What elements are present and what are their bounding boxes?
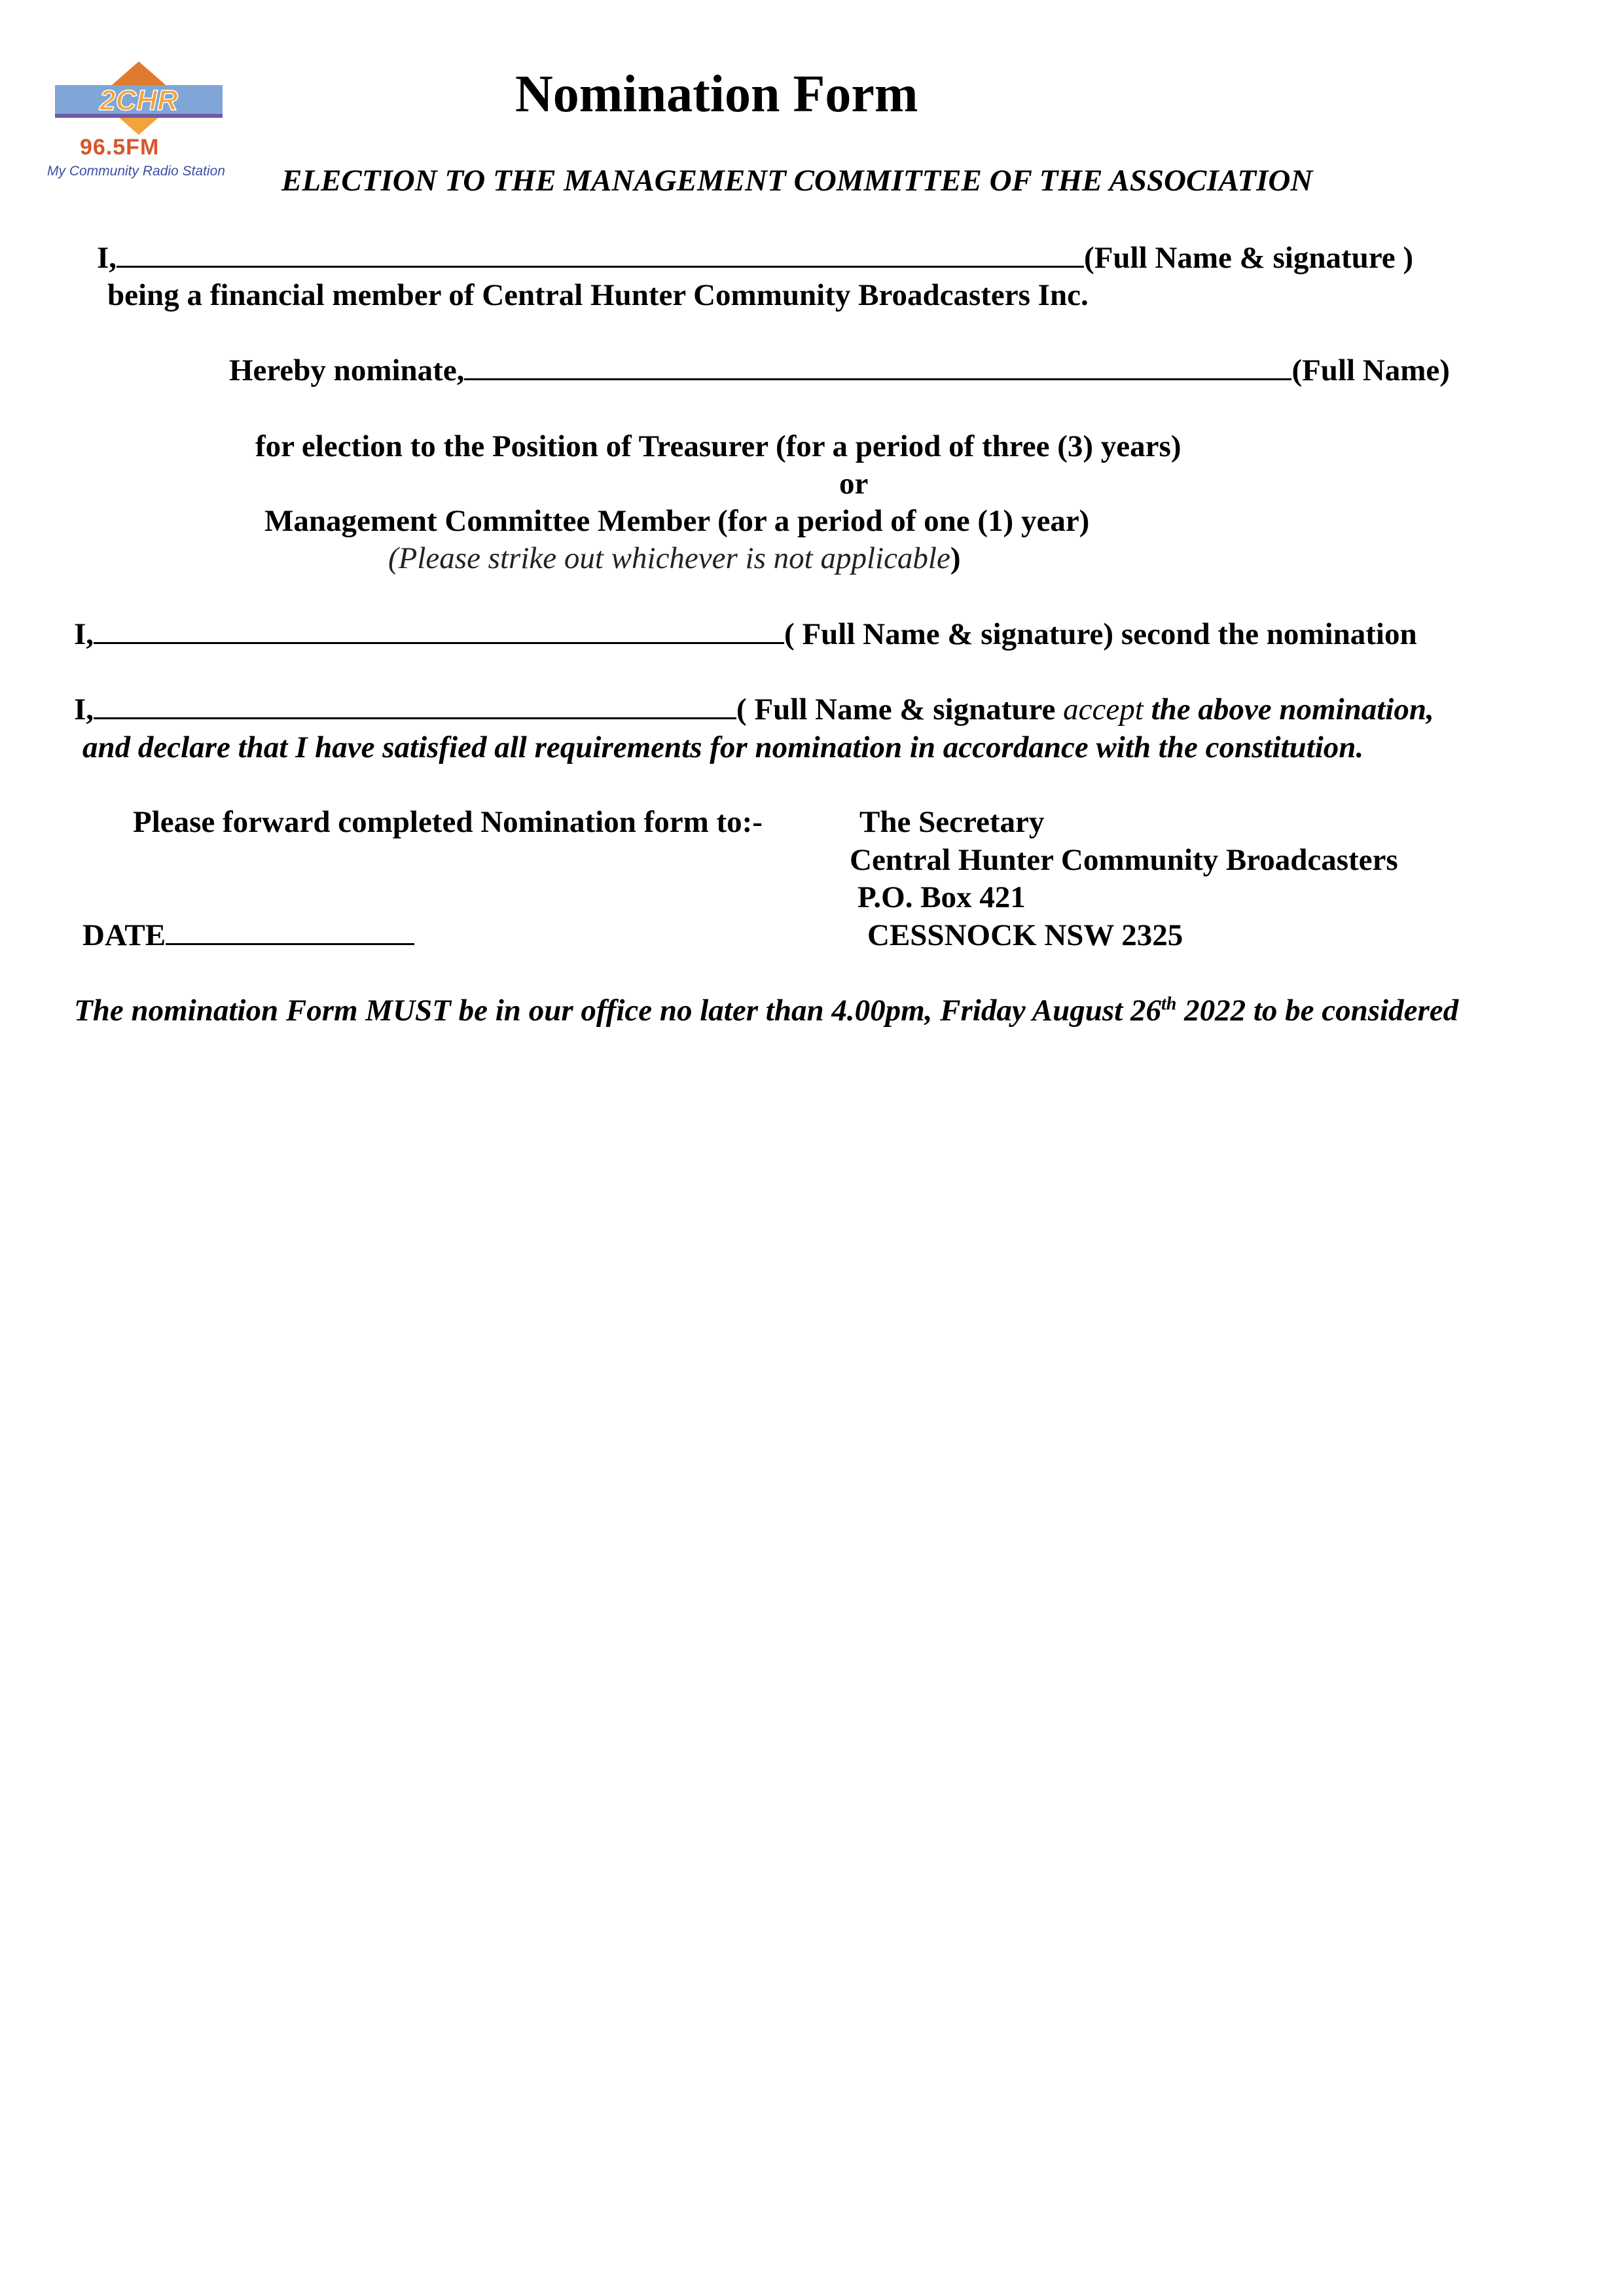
strike-note (388, 540, 961, 577)
nominator-prefix: I, (97, 241, 117, 275)
deadline-notice (74, 992, 1458, 1029)
acceptance-line (74, 691, 1434, 728)
nominator-suffix: (Full Name & signature ) (1084, 241, 1414, 275)
address-line-2: Central Hunter Community Broadcasters (850, 843, 1398, 877)
nominate-prefix: Hereby nominate, (229, 353, 465, 387)
acceptance-declaration: and declare that I have satisfied all requirements for nomination in accordance with the constitution. (82, 730, 1364, 764)
nominator-line (97, 240, 1413, 276)
seconder-name-field[interactable] (94, 616, 784, 644)
nominator-name-field[interactable] (117, 240, 1084, 268)
date-label: DATE (82, 918, 166, 952)
seconder-suffix: ( Full Name & signature) second the nomination (784, 617, 1417, 651)
nominate-suffix: (Full Name) (1291, 353, 1450, 387)
nominate-line (229, 352, 1450, 389)
logo-diamond-icon (41, 58, 276, 143)
deadline-ordinal: th (1161, 994, 1177, 1014)
forward-label: Please forward completed Nomination form to:- (133, 805, 763, 839)
acceptance-above: the above nomination, (1143, 692, 1434, 726)
position-committee-member: Management Committee Member (for a period of one (1) year) (264, 504, 1090, 538)
seconder-prefix: I, (74, 617, 94, 651)
logo-brand: 2CHR (99, 84, 178, 117)
deadline-text-end: 2022 to be considered (1176, 994, 1459, 1028)
strike-note-close: ) (950, 541, 961, 575)
nominee-signature-field[interactable] (94, 691, 736, 719)
deadline-text: The nomination Form MUST be in our office no later than 4.00pm, Friday August 26 (74, 994, 1161, 1028)
logo-tagline: My Community Radio Station (47, 164, 225, 179)
position-treasurer: for election to the Position of Treasurer (for a period of three (3) years) (255, 429, 1182, 463)
nominee-name-field[interactable] (464, 352, 1291, 380)
address-line-4: CESSNOCK NSW 2325 (867, 918, 1183, 952)
acceptance-suffix: ( Full Name & signature (736, 692, 1064, 726)
logo-frequency: 96.5FM (80, 135, 160, 160)
address-line-3: P.O. Box 421 (857, 880, 1026, 914)
page-title: Nomination Form (515, 65, 918, 123)
station-logo (41, 58, 276, 188)
acceptance-prefix: I, (74, 692, 94, 726)
acceptance-accept: accept (1063, 692, 1144, 726)
seconder-line (74, 616, 1417, 653)
membership-statement: being a financial member of Central Hunter Community Broadcasters Inc. (107, 278, 1089, 312)
address-line-1: The Secretary (859, 805, 1045, 839)
date-line (82, 917, 414, 954)
strike-note-text: (Please strike out whichever is not applicable (388, 541, 950, 575)
page-subtitle: ELECTION TO THE MANAGEMENT COMMITTEE OF THE ASSOCIATION (281, 164, 1313, 198)
position-or: or (839, 467, 869, 501)
date-field[interactable] (166, 917, 414, 945)
